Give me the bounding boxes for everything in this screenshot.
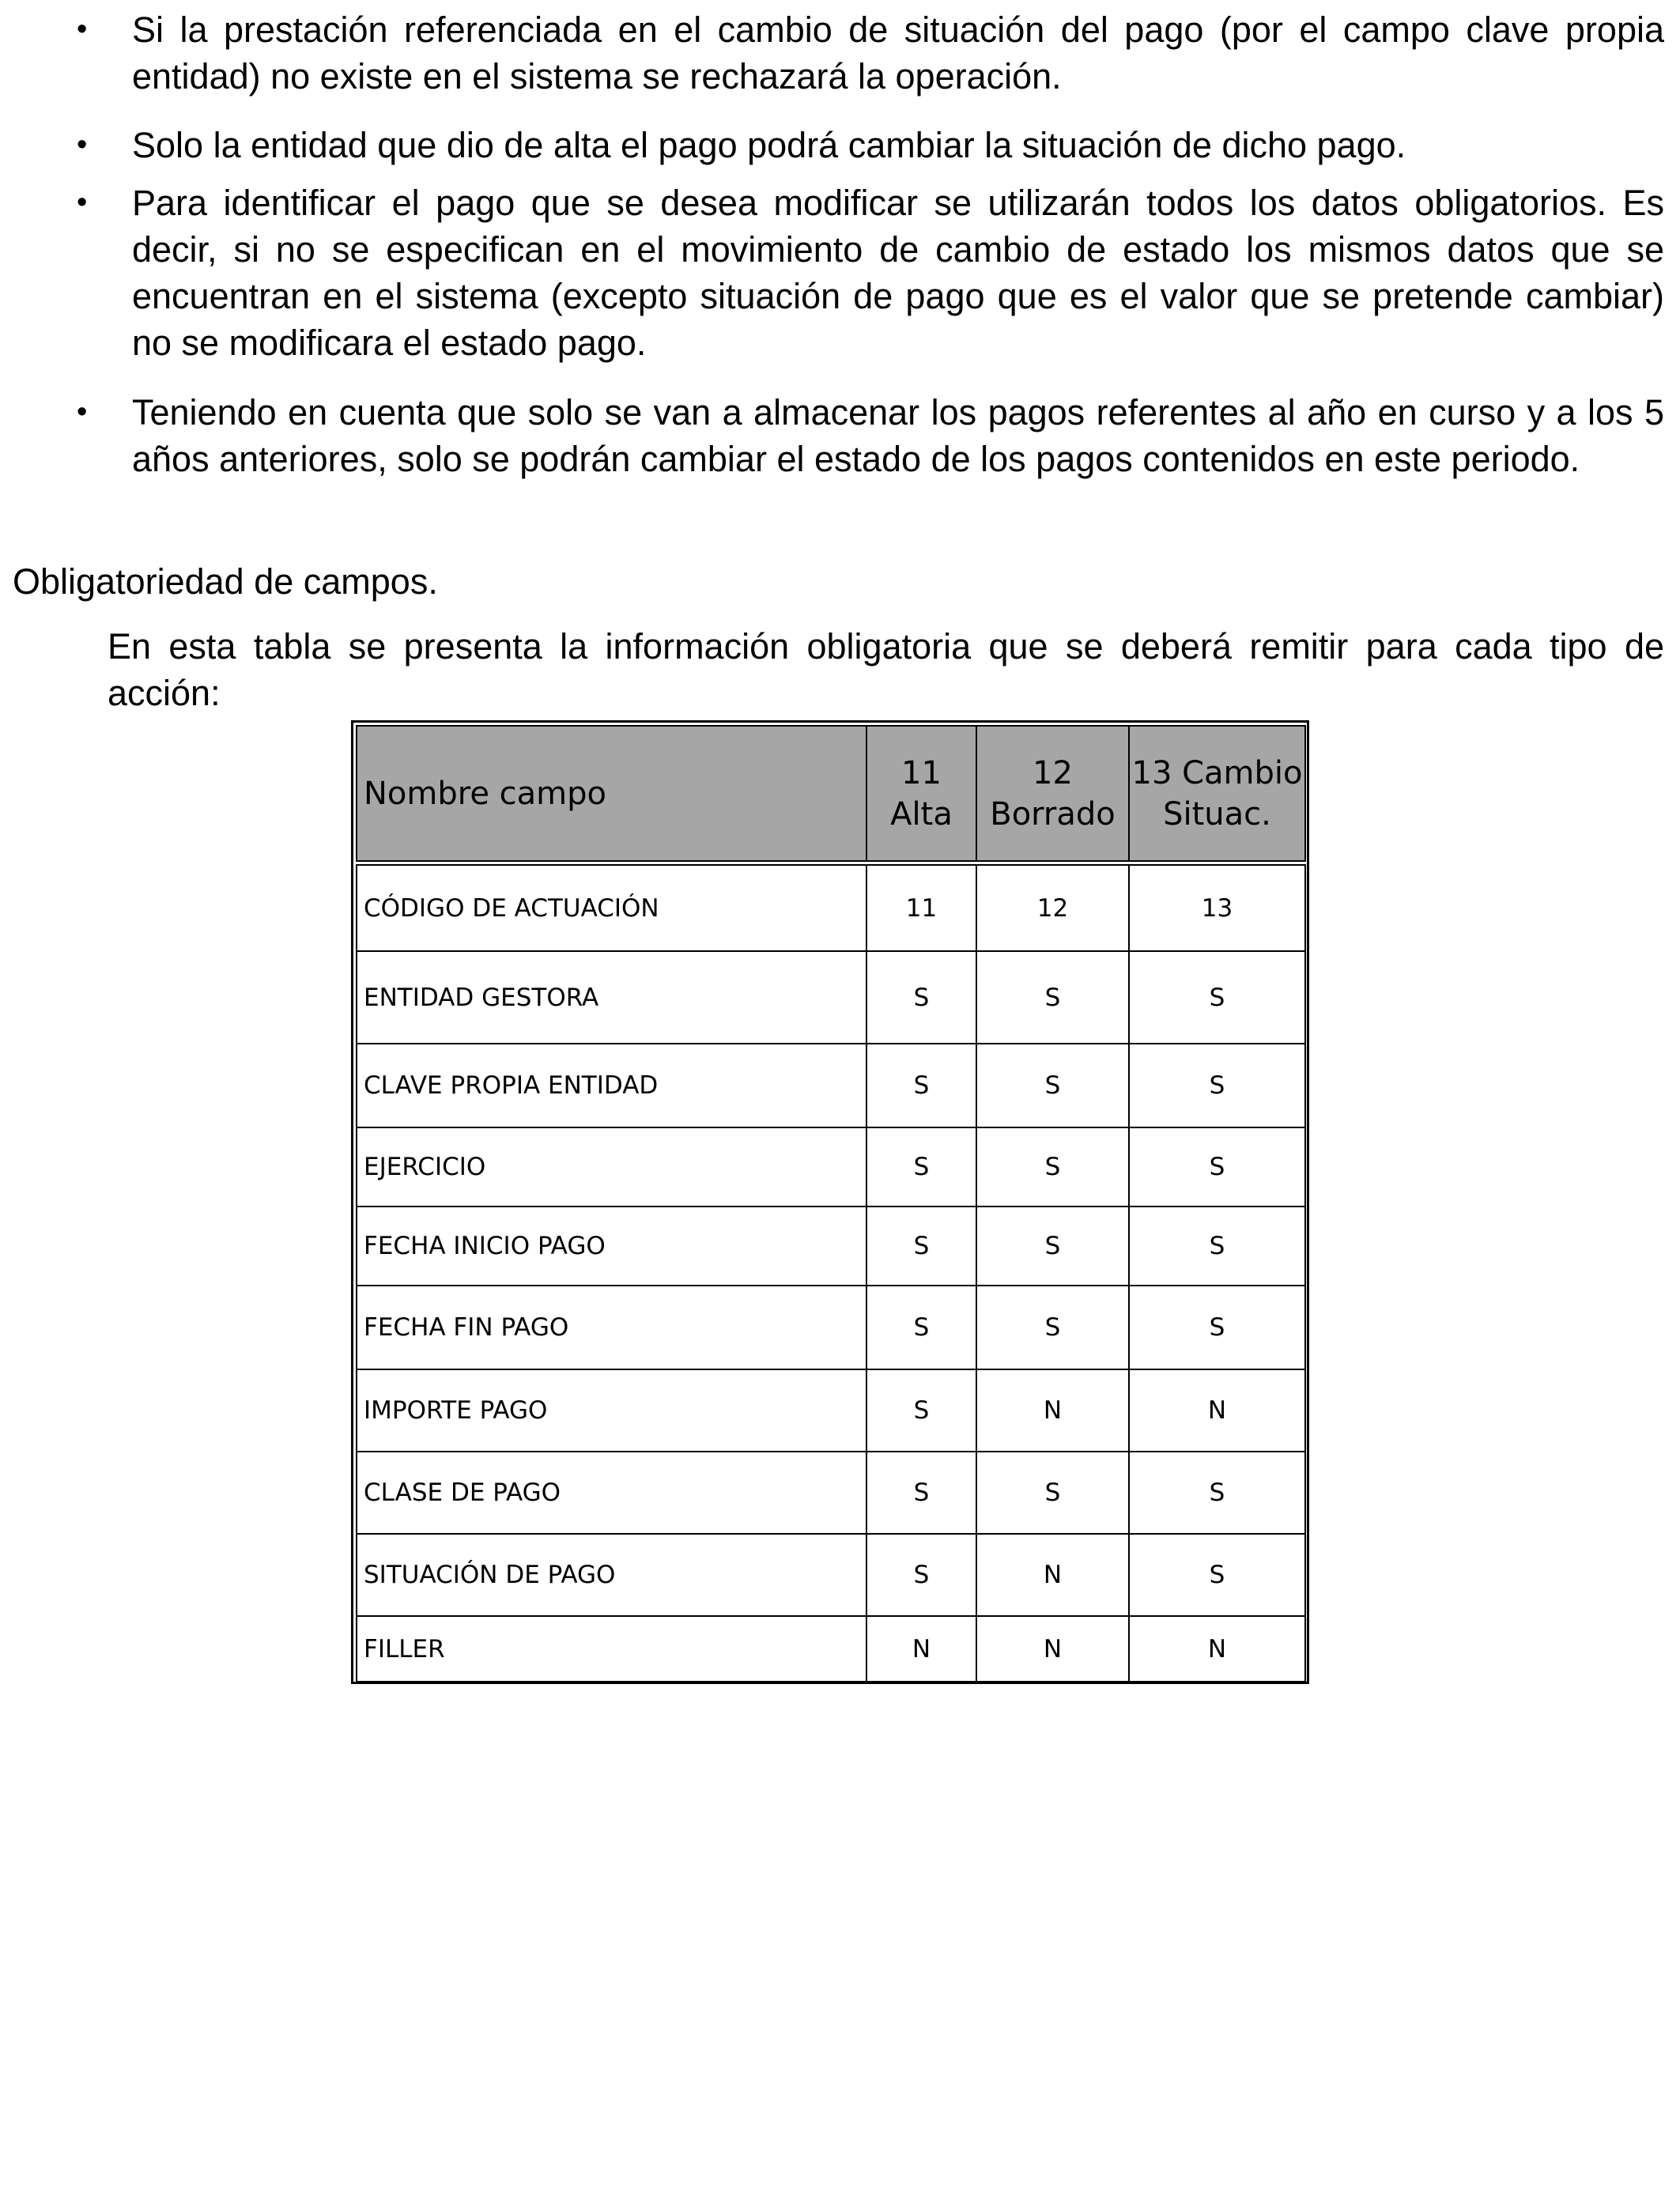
bullet-marker: • xyxy=(77,186,88,219)
header-nombre-campo: Nombre campo xyxy=(357,726,866,861)
table-row xyxy=(357,1286,1305,1369)
borrado-cell: N xyxy=(976,1616,1129,1682)
cambio-cell: N xyxy=(1129,1369,1305,1452)
fields-table-frame xyxy=(351,720,1309,1684)
table-row xyxy=(357,1452,1305,1534)
cambio-cell: S xyxy=(1129,951,1305,1044)
bullet-item xyxy=(77,389,1664,482)
table-row xyxy=(357,951,1305,1044)
alta-cell: S xyxy=(866,1369,976,1452)
header-borrado-code: 12 xyxy=(1033,754,1073,791)
cambio-cell: S xyxy=(1129,1044,1305,1127)
bullet-text: Solo la entidad que dio de alta el pago podrá cambiar la situación de dicho pago. xyxy=(132,125,1406,165)
alta-cell: S xyxy=(866,951,976,1044)
borrado-cell: S xyxy=(976,951,1129,1044)
alta-cell: S xyxy=(866,1286,976,1369)
field-name-cell: CLASE DE PAGO xyxy=(357,1452,866,1534)
header-alta-label: Alta xyxy=(890,795,953,833)
cambio-cell: S xyxy=(1129,1127,1305,1207)
borrado-cell: S xyxy=(976,1207,1129,1286)
cambio-cell: S xyxy=(1129,1286,1305,1369)
borrado-cell: S xyxy=(976,1044,1129,1127)
field-name-cell: EJERCICIO xyxy=(357,1127,866,1207)
table-row xyxy=(357,1534,1305,1616)
cambio-cell: S xyxy=(1129,1207,1305,1286)
table-row xyxy=(357,1127,1305,1207)
header-alta-code: 11 xyxy=(901,754,942,791)
field-name-cell: FECHA FIN PAGO xyxy=(357,1286,866,1369)
header-borrado xyxy=(976,726,1129,861)
bullet-list xyxy=(0,6,1680,482)
alta-cell: S xyxy=(866,1452,976,1534)
section-heading: Obligatoriedad de campos. xyxy=(13,561,438,602)
alta-cell: S xyxy=(866,1207,976,1286)
cambio-cell: 13 xyxy=(1129,865,1305,951)
intro-paragraph: En esta tabla se presenta la información obligatoria que se deberá remitir para cada tipo de acción: xyxy=(108,626,1664,713)
cambio-cell: S xyxy=(1129,1452,1305,1534)
table-row xyxy=(357,1207,1305,1286)
borrado-cell: 12 xyxy=(976,865,1129,951)
bullet-item xyxy=(77,179,1664,366)
field-name-cell: ENTIDAD GESTORA xyxy=(357,951,866,1044)
header-cambio-situacion xyxy=(1129,726,1305,861)
alta-cell: S xyxy=(866,1127,976,1207)
header-cambio-code: 13 Cambio xyxy=(1131,754,1303,791)
bullet-item xyxy=(77,6,1664,100)
table-header-row xyxy=(357,726,1305,861)
bullet-text: Teniendo en cuenta que solo se van a almacenar los pagos referentes al año en curso y a los 5 años anteriores, solo se podrán cambiar el estado de los pagos contenidos en este periodo. xyxy=(132,392,1664,479)
field-name-cell: FILLER xyxy=(357,1616,866,1682)
field-name-cell: IMPORTE PAGO xyxy=(357,1369,866,1452)
fields-table xyxy=(356,725,1306,1682)
header-borrado-label: Borrado xyxy=(990,795,1116,833)
bullet-marker: • xyxy=(77,128,88,161)
borrado-cell: N xyxy=(976,1534,1129,1616)
bullet-marker: • xyxy=(77,13,88,46)
alta-cell: 11 xyxy=(866,865,976,951)
borrado-cell: N xyxy=(976,1369,1129,1452)
bullet-text: Para identificar el pago que se desea modificar se utilizarán todos los datos obligatorios. Es decir, si no se especifican en el movimiento de cambio de estado los mismos datos que se encuentran en el sistema (excepto situación de pago que es el valor que se pretende cambiar) no se modificara el estado pago. xyxy=(132,183,1664,363)
alta-cell: S xyxy=(866,1044,976,1127)
table-row xyxy=(357,1044,1305,1127)
table-row xyxy=(357,1616,1305,1682)
header-cambio-label: Situac. xyxy=(1163,795,1271,833)
borrado-cell: S xyxy=(976,1452,1129,1534)
table-row xyxy=(357,1369,1305,1452)
field-name-cell: FECHA INICIO PAGO xyxy=(357,1207,866,1286)
table-row xyxy=(357,865,1305,951)
alta-cell: S xyxy=(866,1534,976,1616)
field-name-cell: SITUACIÓN DE PAGO xyxy=(357,1534,866,1616)
borrado-cell: S xyxy=(976,1127,1129,1207)
bullet-item xyxy=(77,122,1664,168)
field-name-cell: CÓDIGO DE ACTUACIÓN xyxy=(357,865,866,951)
alta-cell: N xyxy=(866,1616,976,1682)
borrado-cell: S xyxy=(976,1286,1129,1369)
header-alta xyxy=(866,726,976,861)
field-name-cell: CLAVE PROPIA ENTIDAD xyxy=(357,1044,866,1127)
cambio-cell: S xyxy=(1129,1534,1305,1616)
cambio-cell: N xyxy=(1129,1616,1305,1682)
bullet-marker: • xyxy=(77,395,88,429)
bullet-text: Si la prestación referenciada en el cambio de situación del pago (por el campo clave propia entidad) no existe en el sistema se rechazará la operación. xyxy=(132,9,1664,96)
